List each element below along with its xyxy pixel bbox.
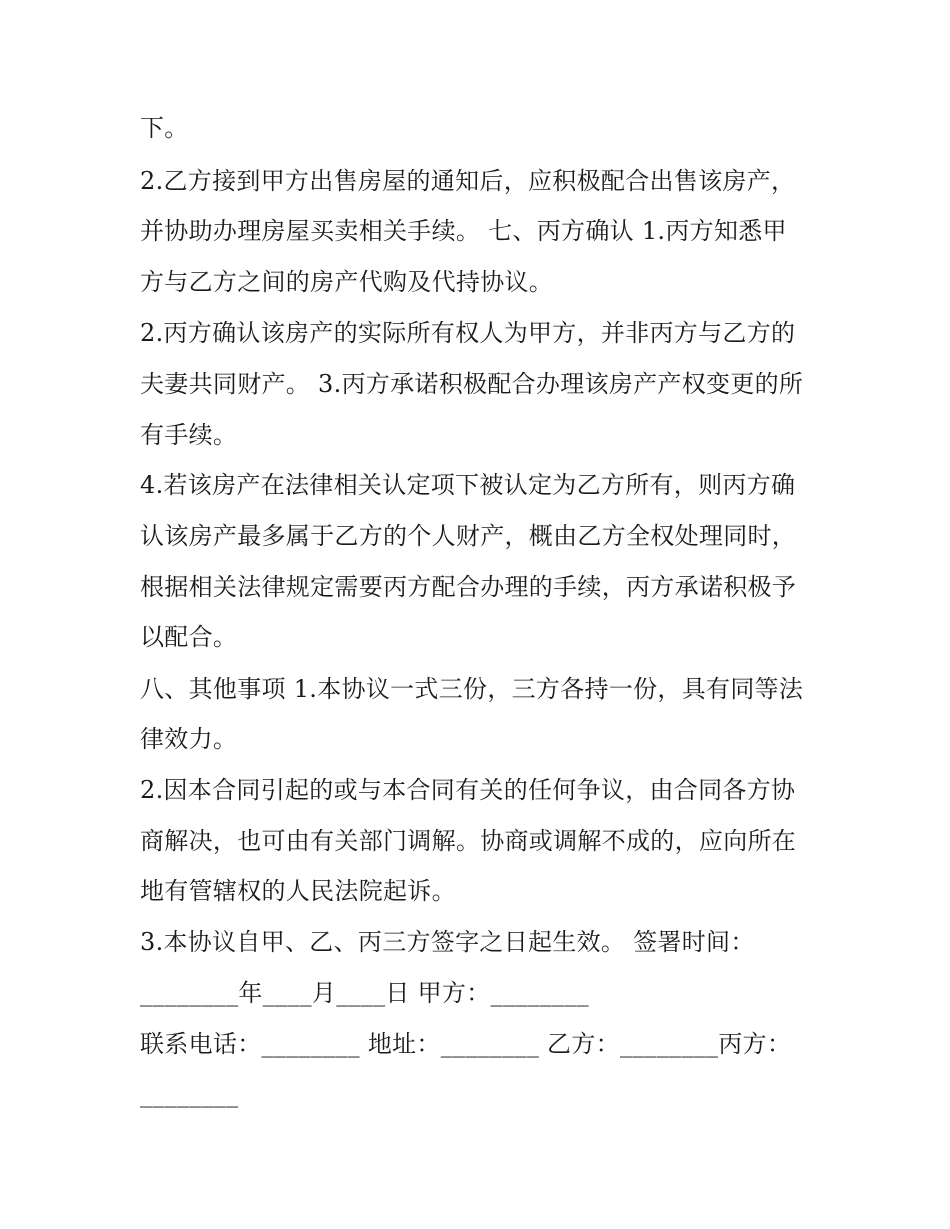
text-line-9: 认该房产最多属于乙方的个人财产，概由乙方全权处理同时， xyxy=(140,522,797,550)
signature-blank-line: ________ xyxy=(140,1080,239,1108)
text-line-3: 并协助办理房屋买卖相关手续。 七、丙方确认 1.丙方知悉甲 xyxy=(140,217,787,245)
text-line-5: 2.丙方确认该房产的实际所有权人为甲方，并非丙方与乙方的 xyxy=(140,319,796,347)
contact-info-line: 联系电话：________ 地址：________ 乙方：________丙方： xyxy=(140,1030,792,1058)
text-line-1: 下。 xyxy=(140,114,189,142)
text-line-2: 2.乙方接到甲方出售房屋的通知后，应积极配合出售该房产， xyxy=(140,167,796,195)
text-line-17: 3.本协议自甲、乙、丙三方签字之日起生效。 签署时间： xyxy=(140,928,755,956)
text-line-6: 夫妻共同财产。 3.丙方承诺积极配合办理该房产产权变更的所 xyxy=(140,370,804,398)
text-line-7: 有手续。 xyxy=(140,421,238,449)
text-line-12: 八、其他事项 1.本协议一式三份，三方各持一份，具有同等法 xyxy=(140,675,804,703)
text-line-8: 4.若该房产在法律相关认定项下被认定为乙方所有，则丙方确 xyxy=(140,471,796,499)
text-line-11: 以配合。 xyxy=(140,623,238,651)
signature-date-line: ________年____月____日 甲方：________ xyxy=(140,979,589,1007)
text-line-15: 商解决，也可由有关部门调解。协商或调解不成的，应向所在 xyxy=(140,827,797,855)
text-line-10: 根据相关法律规定需要丙方配合办理的手续，丙方承诺积极予 xyxy=(140,573,797,601)
text-line-16: 地有管辖权的人民法院起诉。 xyxy=(140,877,456,905)
text-line-4: 方与乙方之间的房产代购及代持协议。 xyxy=(140,268,554,296)
text-line-13: 律效力。 xyxy=(140,725,238,753)
text-line-14: 2.因本合同引起的或与本合同有关的任何争议，由合同各方协 xyxy=(140,776,796,804)
